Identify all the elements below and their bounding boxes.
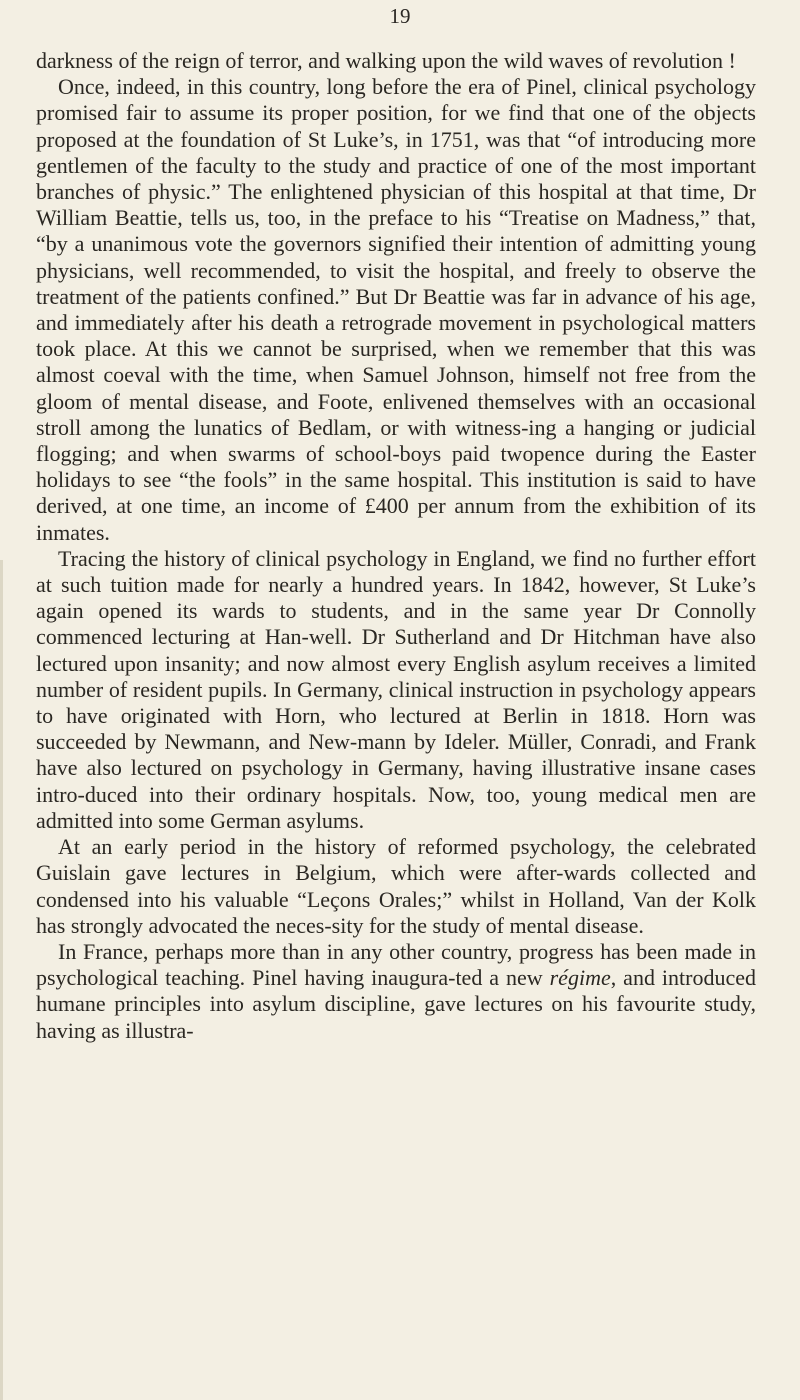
body-text: [36, 48, 756, 1044]
paragraph-france: [36, 939, 756, 1044]
paragraph-france-text-a: In France, perhaps more than in any other country, progress has been made in psychological teaching. Pinel having inaugura-ted a new: [36, 938, 756, 991]
paragraph-france-italic: régime: [549, 965, 611, 991]
paragraph-france-text-b: , and introduced humane principles into asylum discipline, gave lectures on his favourite study, having as illustra-: [36, 965, 756, 1043]
page-edge-shadow: [0, 560, 3, 1400]
paragraph-england-germany: Tracing the history of clinical psychology in England, we find no further effort at such tuition made for nearly a hundred years. In 1842, however, St Luke’s again opened its wards to students, and in the same year Dr Connolly commenced lecturing at Han-well. Dr Sutherland and Dr Hitchman have also lectured upon insanity; and now almost every English asylum receives a limited number of resident pupils. In Germany, clinical instruction in psychology appears to have originated with Horn, who lectured at Berlin in 1818. Horn was succeeded by Newmann, and New-mann by Ideler. Müller, Conradi, and Frank have also lectured on psychology in Germany, having illustrative insane cases intro-duced into their ordinary hospitals. Now, too, young medical men are admitted into some German asylums.: [36, 545, 756, 833]
paragraph-st-lukes: Once, indeed, in this country, long before the era of Pinel, clinical psychology promised fair to assume its proper position, for we find that one of the objects proposed at the foundation of St Luke’s, in 1751, was that “of introducing more gentlemen of the faculty to the study and practice of one of the most important branches of physic.” The enlightened physician of this hospital at that time, Dr William Beattie, tells us, too, in the preface to his “Treatise on Madness,” that, “by a unanimous vote the governors signified their intention of admitting young physicians, well recommended, to visit the hospital, and freely to observe the treatment of the patients confined.” But Dr Beattie was far in advance of his age, and immediately after his death a retrograde movement in psychological matters took place. At this we cannot be surprised, when we remember that this was almost coeval with the time, when Samuel Johnson, himself not free from the gloom of mental disease, and Foote, enlivened themselves with an occasional stroll among the lunatics of Bedlam, or with witness-ing a hanging or judicial flogging; and when swarms of school-boys paid twopence during the Easter holidays to see “the fools” in the same hospital. This institution is said to have derived, at one time, an income of £400 per annum from the exhibition of its inmates.: [36, 74, 756, 545]
page-number: 19: [389, 4, 411, 28]
paragraph-belgium-holland: At an early period in the history of reformed psychology, the celebrated Guislain gave lectures in Belgium, which were after-wards collected and condensed into his valuable “Leçons Orales;” whilst in Holland, Van der Kolk has strongly advocated the neces-sity for the study of mental disease.: [36, 834, 756, 938]
paragraph-continuation: darkness of the reign of terror, and walking upon the wild waves of revolution !: [36, 48, 736, 73]
